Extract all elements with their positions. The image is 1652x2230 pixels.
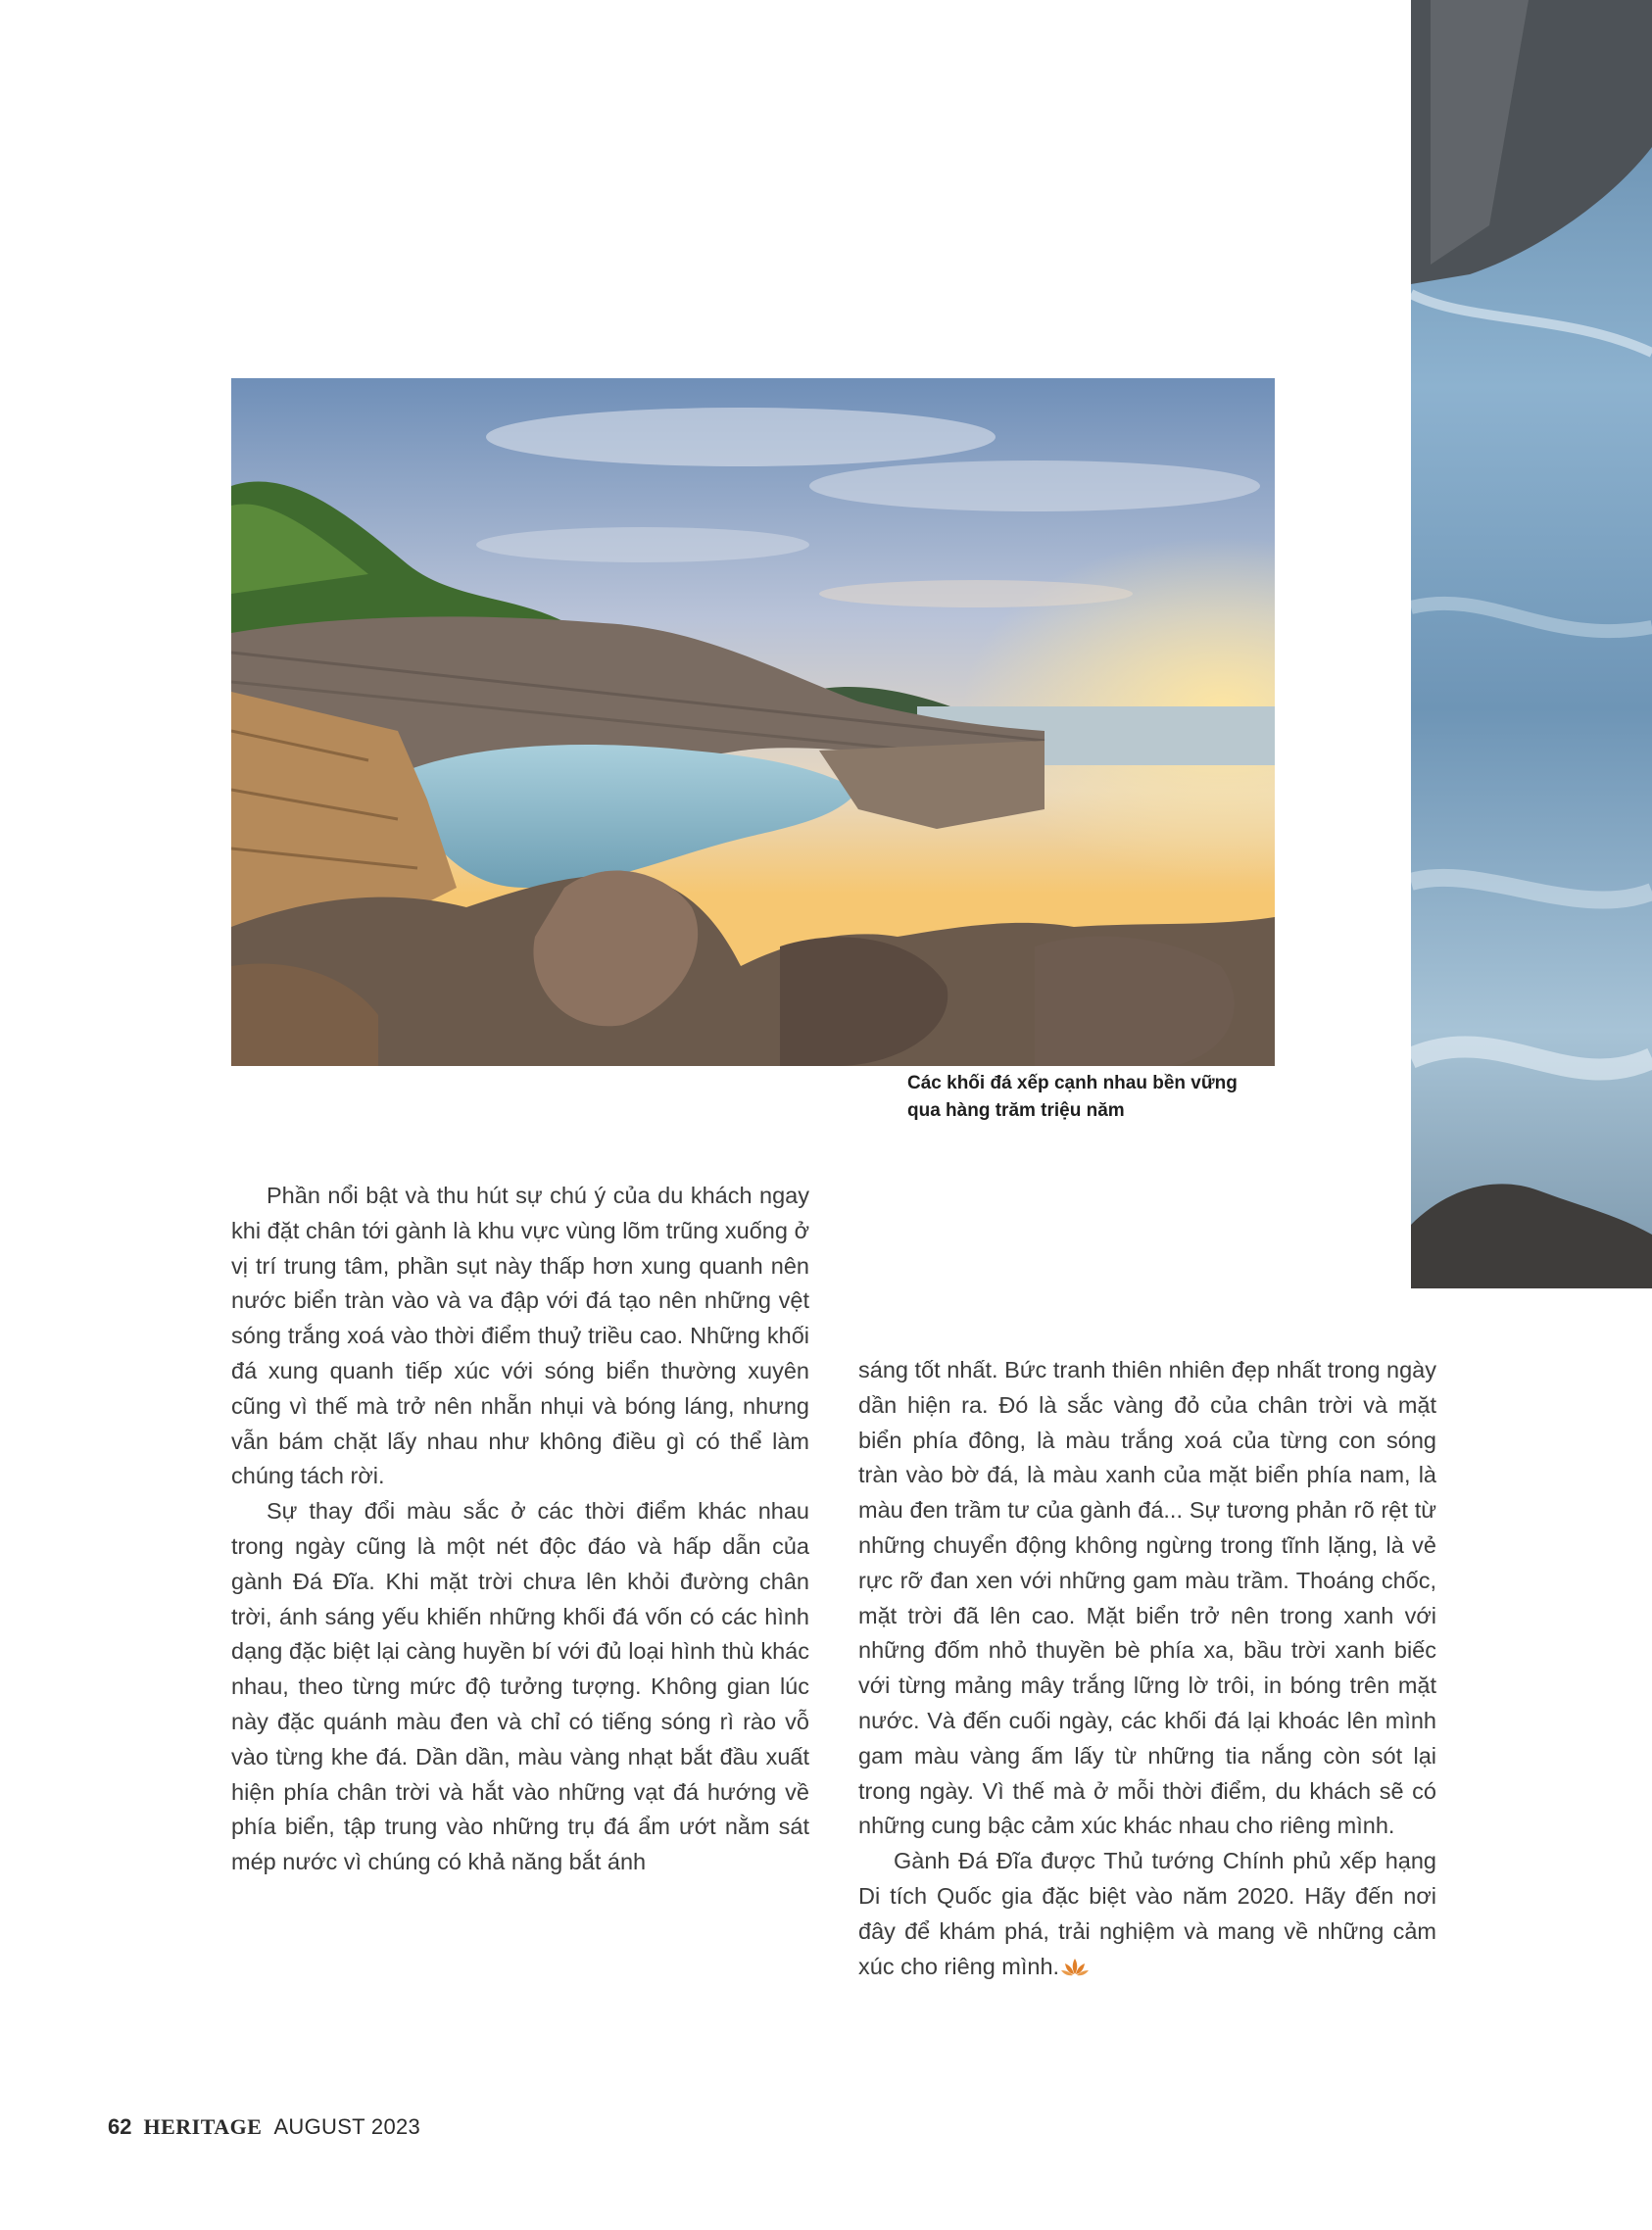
article-paragraph-1: Phần nổi bật và thu hút sự chú ý của du khách ngay khi đặt chân tới gành là khu vực vùng lõm trũng xuống ở vị trí trung tâm, phần sụt này thấp hơn xung quanh nên nước biển tràn vào và va đập với đá tạo nên những vệt sóng trắng xoá vào thời điểm thuỷ triều cao. Những khối đá xung quanh tiếp xúc với sóng biển thường xuyên cũng vì thế mà trở nên nhẵn nhụi và bóng láng, nhưng vẫn bám chặt lấy nhau như không điều gì có thể làm chúng tách rời. [231,1183,809,1489]
page-footer [108,2114,420,2144]
issue-date: AUGUST 2023 [273,2114,421,2139]
lotus-icon [1061,1957,1089,1978]
caption-line-1: Các khối đá xếp cạnh nhau bền vững [907,1073,1238,1093]
article-paragraph-2: Sự thay đổi màu sắc ở các thời điểm khác nhau trong ngày cũng là một nét độc đáo và hấp dẫn của gành Đá Đĩa. Khi mặt trời chưa lên khỏi đường chân trời, ánh sáng yếu khiến những khối đá vốn có các hình dạng đặc biệt lại càng huyền bí với đủ loại hình thù khác nhau, theo từng mức độ tưởng tượng. Không gian lúc này đặc quánh màu đen và chỉ có tiếng sóng rì rào vỗ vào từng khe đá. Dần dần, màu vàng nhạt bắt đầu xuất hiện phía chân trời và hắt vào những vạt đá hướng về phía biển, tập trung vào những trụ đá ẩm ướt nằm sát mép nước vì chúng có khả năng bắt ánh [231,1498,809,1875]
caption-line-2: qua hàng trăm triệu năm [907,1100,1125,1121]
article-column-left [231,1179,809,1880]
magazine-name: HERITAGE [143,2114,263,2139]
photo-caption [907,1070,1280,1125]
sea-waves-photo [1411,0,1652,1288]
article-paragraph-3 [858,1844,1436,1984]
article-paragraph-2-continued: sáng tốt nhất. Bức tranh thiên nhiên đẹp nhất trong ngày dần hiện ra. Đó là sắc vàng đỏ của chân trời và mặt biển phía đông, là màu trắng xoá của từng con sóng tràn vào bờ đá, là màu xanh của mặt biển phía nam, là màu đen trầm tư của gành đá... Sự tương phản rõ rệt từ những chuyển động không ngừng trong tĩnh lặng, là vẻ rực rỡ đan xen với những gam màu trầm. Thoáng chốc, mặt trời đã lên cao. Mặt biển trở nên trong xanh với những đốm nhỏ thuyền bè phía xa, bầu trời xanh biếc với từng mảng mây trắng lững lờ trôi, in bóng trên mặt nước. Và đến cuối ngày, các khối đá lại khoác lên mình gam màu vàng ấm lấy từ những tia nắng còn sót lại trong ngày. Vì thế mà ở mỗi thời điểm, du khách sẽ có những cung bậc cảm xúc khác nhau cho riêng mình. [858,1357,1436,1839]
article-paragraph-3-text: Gành Đá Đĩa được Thủ tướng Chính phủ xếp hạng Di tích Quốc gia đặc biệt vào năm 2020. Hãy đến nơi đây để khám phá, trải nghiệm và mang về những cảm xúc cho riêng mình. [858,1848,1436,1979]
article-column-right [858,1353,1436,1984]
ganh-da-dia-photo [231,378,1275,1066]
page-number: 62 [108,2114,132,2139]
